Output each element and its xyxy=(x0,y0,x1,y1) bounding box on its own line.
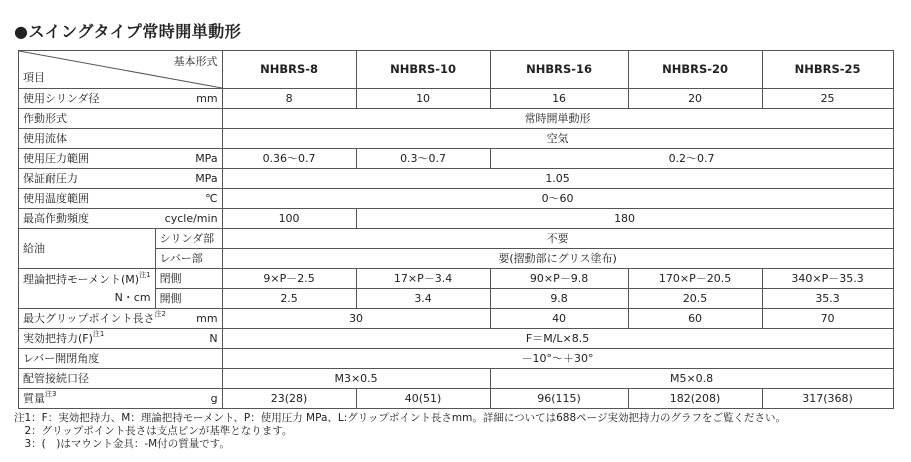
table-cell: －10°～＋30° xyxy=(222,349,893,369)
table-cell: 17×P－3.4 xyxy=(356,269,490,289)
table-cell: 30 xyxy=(222,309,490,329)
table-row xyxy=(19,189,894,209)
table-cell: 10 xyxy=(356,89,490,109)
row-label: 保証耐圧力 MPa xyxy=(19,169,223,189)
table-cell: 60 xyxy=(628,309,762,329)
table-cell: 0.2～0.7 xyxy=(490,149,893,169)
table-cell: 不要 xyxy=(222,229,893,249)
table-row xyxy=(19,89,894,109)
table-cell: 182(208) xyxy=(628,389,762,409)
row-label: 作動形式 xyxy=(19,109,223,129)
table-row xyxy=(19,149,894,169)
table-cell: 23(28) xyxy=(222,389,356,409)
table-row xyxy=(19,229,894,249)
corner-label-model: 基本形式 xyxy=(173,55,218,68)
table-cell: 0.3～0.7 xyxy=(356,149,490,169)
row-label: 使用圧力範囲 MPa xyxy=(19,149,223,169)
table-cell: 3.4 xyxy=(356,289,490,309)
table-cell: 2.5 xyxy=(222,289,356,309)
table-row xyxy=(19,169,894,189)
table-row xyxy=(19,369,894,389)
table-cell: 96(115) xyxy=(490,389,628,409)
table-row xyxy=(19,309,894,329)
table-row xyxy=(19,109,894,129)
row-label: 使用シリンダ径 mm xyxy=(19,89,223,109)
table-cell: 40 xyxy=(490,309,628,329)
row-label: 最大グリップポイント長さ$^{注2}$ mm xyxy=(19,309,223,329)
table-row xyxy=(19,349,894,369)
footnote: 2：グリップポイント長さは支点ピンが基準となります。 xyxy=(14,425,293,437)
row-label: 質量$^{注3}$ g xyxy=(19,389,223,409)
table-cell: 100 xyxy=(222,209,356,229)
spec-table xyxy=(18,50,894,409)
page-title: ●スイングタイプ常時開単動形 xyxy=(14,22,242,41)
sub-row-label: シリンダ部 xyxy=(155,229,222,249)
table-cell: M5×0.8 xyxy=(490,369,893,389)
model-header: NHBRS-8 xyxy=(222,51,356,89)
table-cell: 90×P－9.8 xyxy=(490,269,628,289)
table-cell: F＝M/L×8.5 xyxy=(222,329,893,349)
row-label: 使用温度範囲 ℃ xyxy=(19,189,223,209)
model-header: NHBRS-10 xyxy=(356,51,490,89)
table-cell: 要(摺動部にグリス塗布) xyxy=(222,249,893,269)
table-row xyxy=(19,269,894,289)
footnote: 3：( )はマウント金具：-M付の質量です。 xyxy=(14,438,230,450)
sub-row-label: 開側 xyxy=(155,289,222,309)
table-cell: 70 xyxy=(762,309,893,329)
model-header: NHBRS-20 xyxy=(628,51,762,89)
sub-row-label: 閉側 xyxy=(155,269,222,289)
footnotes xyxy=(14,412,786,451)
row-label: レバー開閉角度 xyxy=(19,349,223,369)
row-label: 最高作動頻度 cycle/min xyxy=(19,209,223,229)
sub-row-label: レバー部 xyxy=(155,249,222,269)
table-cell: 16 xyxy=(490,89,628,109)
table-cell: 空気 xyxy=(222,129,893,149)
table-cell: 35.3 xyxy=(762,289,893,309)
table-cell: 317(368) xyxy=(762,389,893,409)
table-cell: 0.36～0.7 xyxy=(222,149,356,169)
row-label: 理論把持モーメント$(M)^{注1}$ N・cm xyxy=(19,269,156,309)
row-label: 配管接続口径 xyxy=(19,369,223,389)
footnote: 注1：F：実効把持力、M：理論把持モーメント、P：使用圧力 MPa、L:グリップポイント長さmm。詳細については688ページ実効把持力のグラフをご覧ください。 xyxy=(14,412,786,424)
model-header: NHBRS-16 xyxy=(490,51,628,89)
table-cell: 9.8 xyxy=(490,289,628,309)
table-cell: 20 xyxy=(628,89,762,109)
table-row xyxy=(19,129,894,149)
row-label: 実効把持力$(F)^{注1}$ N xyxy=(19,329,223,349)
table-row xyxy=(19,329,894,349)
table-row xyxy=(19,389,894,409)
table-cell: 0～60 xyxy=(222,189,893,209)
table-cell: 170×P－20.5 xyxy=(628,269,762,289)
table-cell: 20.5 xyxy=(628,289,762,309)
row-label: 給油 xyxy=(19,229,156,269)
table-cell: 40(51) xyxy=(356,389,490,409)
corner-label-item: 項目 xyxy=(23,71,45,84)
table-row xyxy=(19,209,894,229)
table-header-row xyxy=(19,51,894,89)
table-cell: 340×P－35.3 xyxy=(762,269,893,289)
table-cell: 180 xyxy=(356,209,893,229)
table-cell: 25 xyxy=(762,89,893,109)
row-label: 使用流体 xyxy=(19,129,223,149)
header-corner-cell xyxy=(19,51,223,89)
table-cell: 1.05 xyxy=(222,169,893,189)
table-cell: 常時開単動形 xyxy=(222,109,893,129)
table-cell: 9×P－2.5 xyxy=(222,269,356,289)
table-cell: 8 xyxy=(222,89,356,109)
model-header: NHBRS-25 xyxy=(762,51,893,89)
table-cell: M3×0.5 xyxy=(222,369,490,389)
